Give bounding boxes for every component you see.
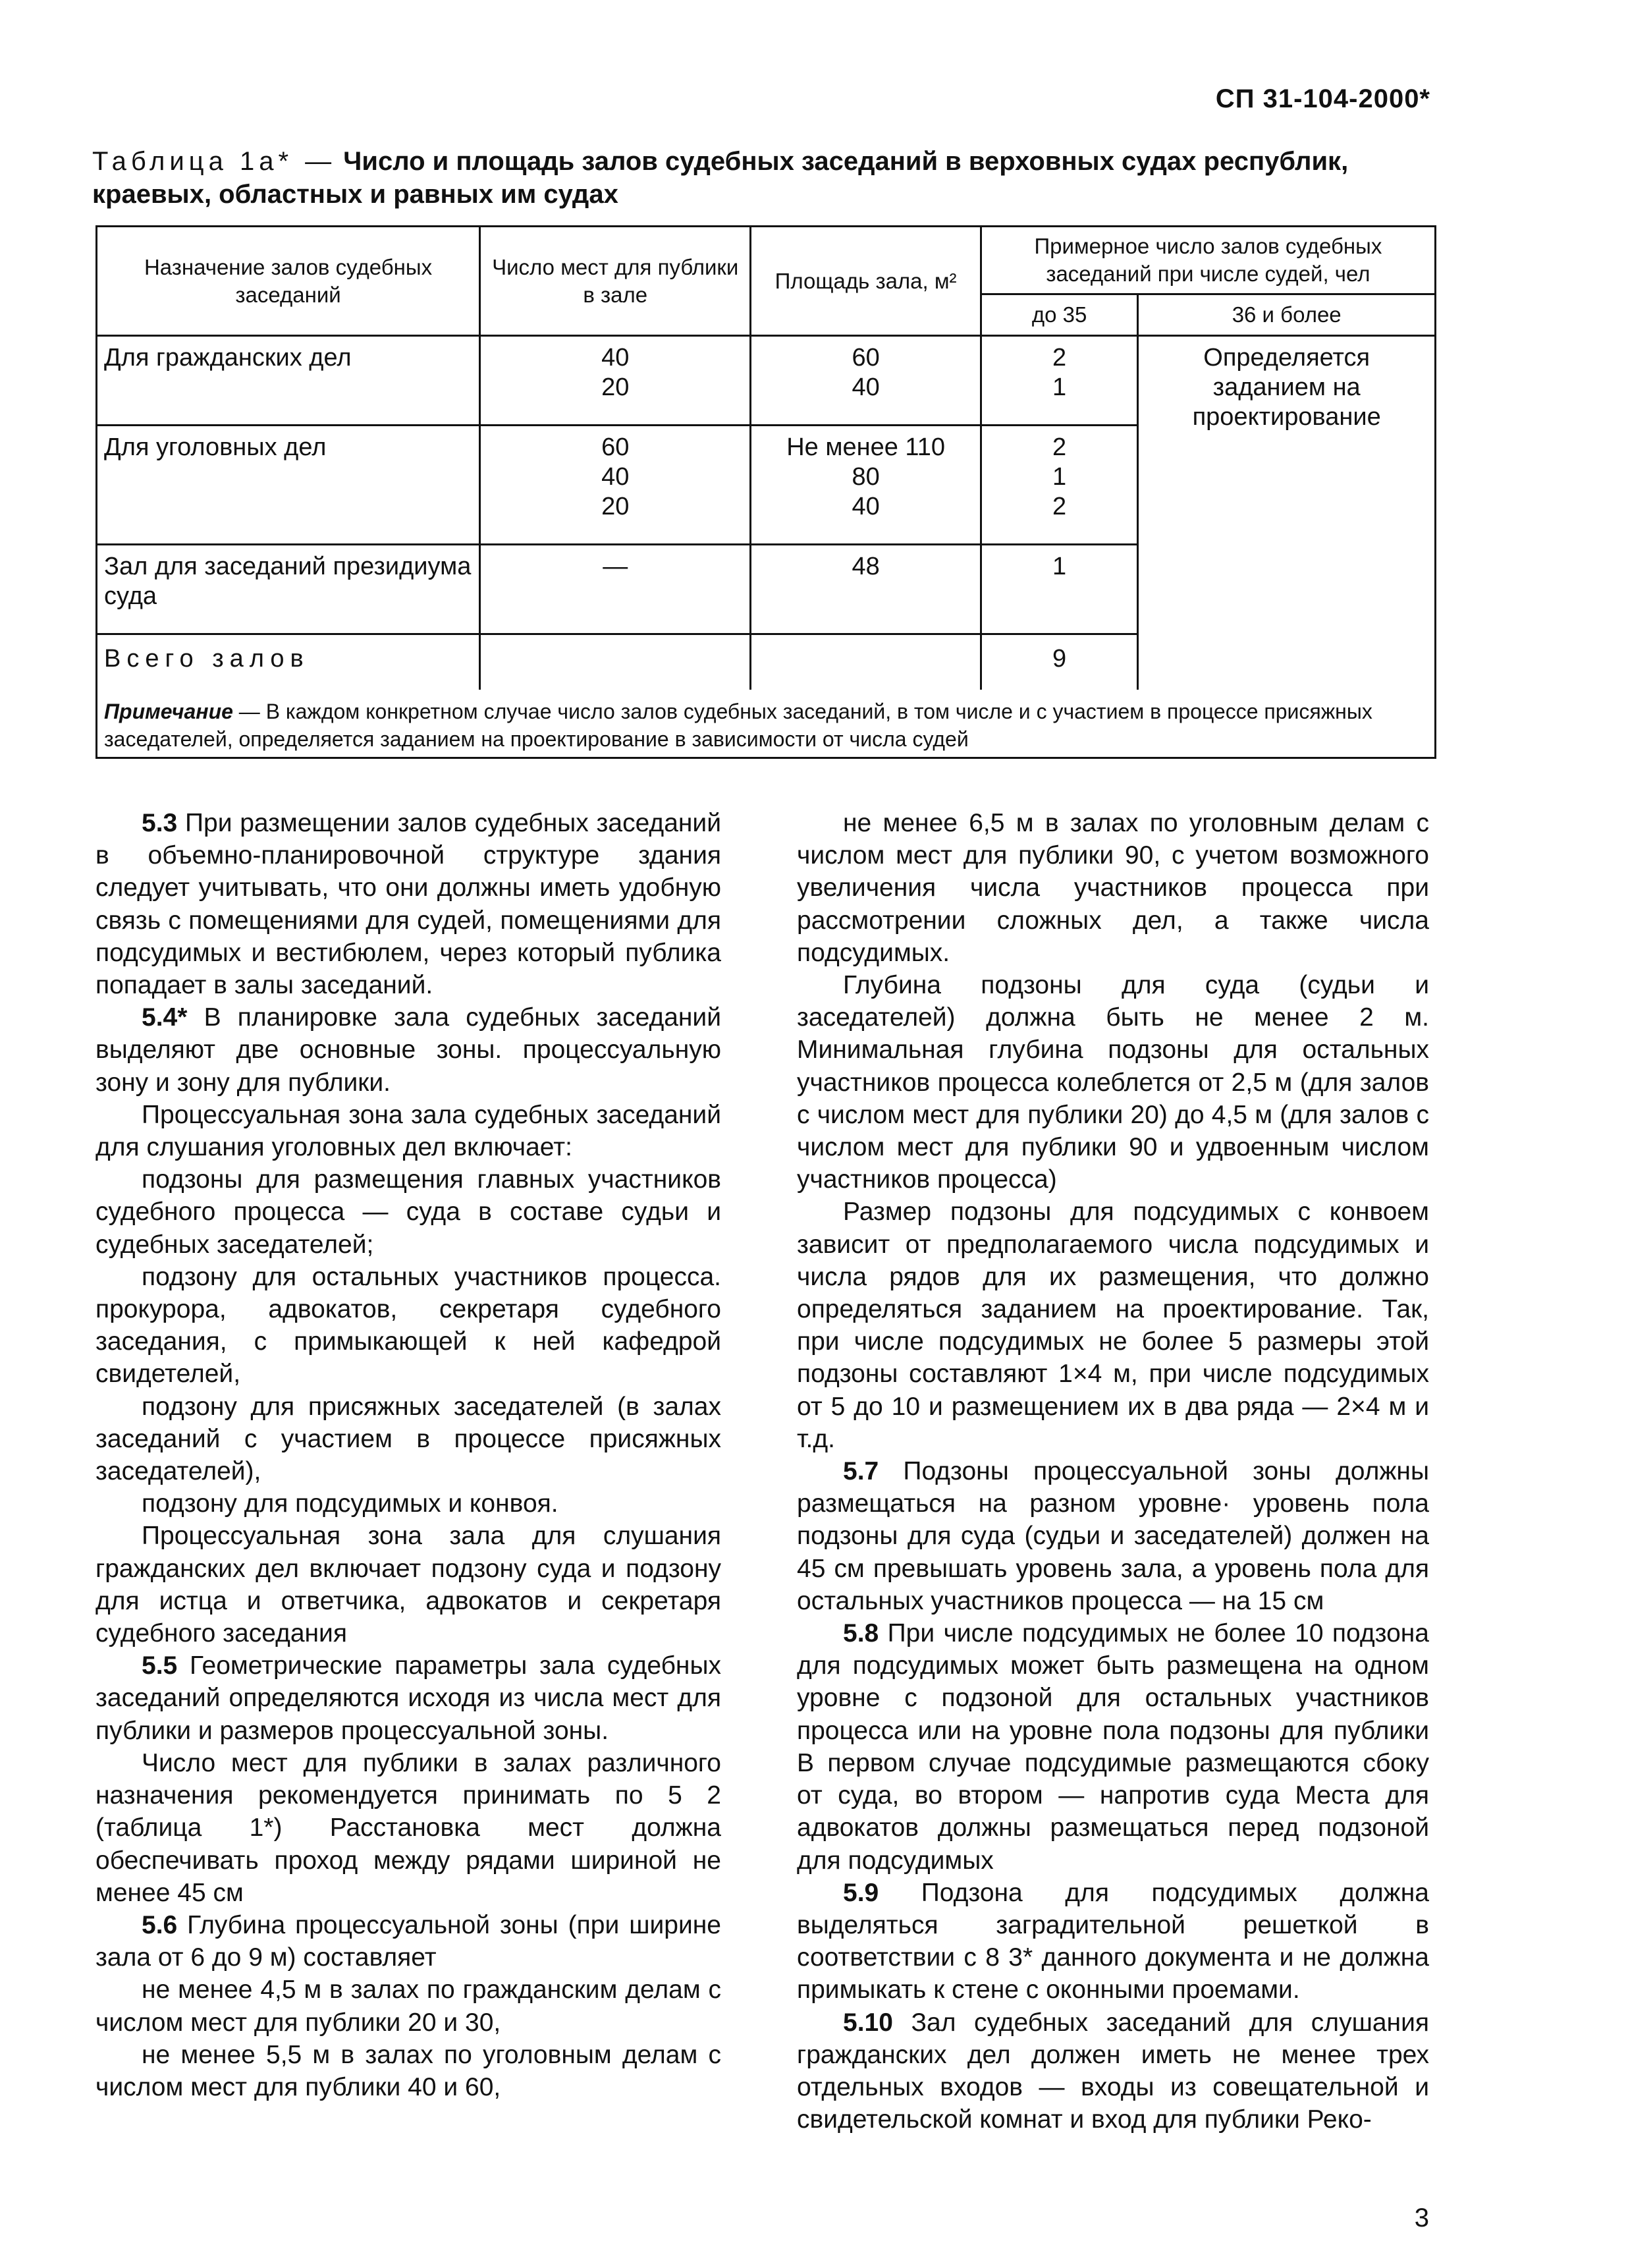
- paragraph: [95, 1001, 721, 1099]
- row-criminal-purpose: Для уголовных дел: [97, 426, 480, 545]
- cell-value: 40: [852, 493, 880, 520]
- paragraph-text: При размещении залов судебных заседаний в объемно-планировочной структуре здания следует учитывать, что они должны иметь удобную связь с помещениями для судей, помещениями для подсудимых и вестибюлем, через который публика попадает в залы заседаний.: [95, 809, 721, 1000]
- clause-number: 5.4*: [142, 1003, 188, 1032]
- paragraph: [797, 1877, 1429, 2006]
- row-criminal-count: [981, 426, 1138, 545]
- table-caption: [92, 145, 1442, 211]
- paragraph: [797, 1455, 1429, 1617]
- header-area-label: Площадь зала, м²: [774, 268, 957, 293]
- paragraph-text: Подзона для подсудимых должна выделяться заградительной решеткой в соответствии с 8 3* данного документа и не должна примыкать к стене с оконными проемами.: [797, 1878, 1429, 2005]
- cell-value: 20: [601, 493, 630, 520]
- total-count: 9: [981, 634, 1138, 690]
- paragraph: не менее 5,5 м в залах по уголовным делам с числом мест для публики 40 и 60,: [95, 2040, 721, 2101]
- paragraph-text: Геометрические параметры зала судебных заседаний определяются исходя из числа мест для публики и размеров процессуальной зоны.: [95, 1651, 721, 1745]
- paragraph-text: При числе подсудимых не более 10 подзона для подсудимых может быть размещена на одном уровне с подзоной для остальных участников процесса или на уровне пола подзоны для публики В первом случае подсудимые размещаются сбоку от суда, во втором — напротив суда Места для адвокатов должны размещаться перед подзоной для подсудимых: [797, 1619, 1429, 1875]
- paragraph: [95, 1649, 721, 1747]
- row-presidium-purpose: Зал для заседаний президиума суда: [97, 545, 480, 634]
- document-code: СП 31-104-2000*: [1215, 84, 1430, 113]
- paragraph: [797, 1617, 1429, 1877]
- paragraph: подзону для подсудимых и конвоя.: [142, 1489, 558, 1518]
- cell-value: 40: [852, 373, 880, 401]
- left-text-column: [95, 807, 721, 2103]
- paragraph-text: Подзоны процессуальной зоны должны размещаться на разном уровне· уровень пола подзоны для суда (судьи и заседателей) должен на 45 см превышать уровень зала, а уровень пола для остальных участников процесса — на 15 см: [797, 1457, 1429, 1615]
- row-civil-seats: [480, 336, 751, 426]
- cell-value: 1: [1052, 373, 1067, 401]
- paragraph-text: В планировке зала судебных заседаний выделяют две основные зоны. процессуальную зону и зону для публики.: [95, 1003, 721, 1097]
- header-over-36: 36 и более: [1138, 294, 1436, 336]
- cell-value: Не менее 110: [786, 433, 945, 461]
- total-label: Всего залов: [97, 634, 480, 690]
- clause-number: 5.3: [142, 809, 178, 837]
- cell-value: 80: [852, 463, 880, 491]
- row-civil-area: [751, 336, 981, 426]
- row-civil-count: [981, 336, 1138, 426]
- paragraph: Размер подзоны для подсудимых с конвоем зависит от предполагаемого числа подсудимых и числа рядов для их размещения, что должно определяться заданием на проектирование. Так, при числе подсудимых не более 5 размеры этой подзоны составляют 1×4 м, при числе подсудимых от 5 до 10 и размещением их в два ряда — 2×4 м и т.д.: [797, 1198, 1429, 1453]
- paragraph: Глубина подзоны для суда (судьи и заседателей) должна быть не менее 2 м. Минимальная глубина подзоны для остальных участников процесса колеблется от 2,5 м (для залов с числом мест для публики 20) до 4,5 м (для залов с числом мест для публики 90 и удвоенным числом участников процесса): [797, 971, 1429, 1194]
- header-area: [751, 227, 981, 336]
- cell-value: 60: [601, 433, 630, 461]
- note-text: — В каждом конкретном случае число залов судебных заседаний, в том числе и с участием в процессе присяжных заседателей, определяется заданием на проектирование в зависимости от числа судей: [104, 699, 1372, 751]
- clause-number: 5.7: [843, 1457, 879, 1486]
- paragraph-text: Зал судебных заседаний для слушания гражданских дел должен иметь не менее трех отдельных входов — входы из совещательной и свидетельской комнат и вход для публики Реко-: [797, 2008, 1429, 2134]
- row-criminal-area: [751, 426, 981, 545]
- header-up-to-35: до 35: [981, 294, 1138, 336]
- table-note: [97, 690, 1436, 758]
- cell-value: 2: [1052, 344, 1067, 372]
- header-seats: Число мест для публики в зале: [480, 227, 751, 336]
- row-presidium-seats: —: [480, 545, 751, 634]
- paragraph: [95, 807, 721, 1001]
- cell-value: 20: [601, 373, 630, 401]
- clause-number: 5.8: [843, 1619, 879, 1648]
- paragraph: не менее 6,5 м в залах по уголовным делам с числом мест для публики 90, с учетом возможного увеличения числа участников процесса при рассмотрении сложных дел, а также числа подсудимых.: [797, 809, 1429, 967]
- row-presidium-area: 48: [751, 545, 981, 634]
- row-civil-purpose: Для гражданских дел: [97, 336, 480, 426]
- clause-number: 5.9: [843, 1878, 879, 1907]
- paragraph: подзоны для размещения главных участников судебного процесса — суда в составе судьи и судебных заседателей;: [95, 1165, 721, 1259]
- cell-value: 2: [1052, 493, 1067, 520]
- paragraph: Процессуальная зона зала для слушания гражданских дел включает подзону суда и подзону для истца и ответчика, адвокатов и секретаря судебного заседания: [95, 1522, 721, 1648]
- paragraph: не менее 4,5 м в залах по гражданским делам с числом мест для публики 20 и 30,: [95, 1976, 721, 2037]
- cell-value: 1: [1052, 463, 1067, 491]
- clause-number: 5.6: [142, 1910, 178, 1939]
- note-head: Примечание: [104, 699, 233, 723]
- paragraph: [797, 2006, 1429, 2136]
- header-purpose: Назначение залов судебных заседаний: [97, 227, 480, 336]
- paragraph: Процессуальная зона зала судебных заседаний для слушания уголовных дел включает:: [95, 1100, 721, 1162]
- cell-value: 40: [601, 463, 630, 491]
- clause-number: 5.5: [142, 1651, 178, 1680]
- table-caption-lead: Таблица 1а* —: [92, 147, 337, 176]
- header-halls-group: Примерное число залов судебных заседаний при числе судей, чел: [981, 227, 1435, 294]
- total-seats-empty: [480, 634, 751, 690]
- paragraph: [95, 1909, 721, 1974]
- row-presidium-count: 1: [981, 545, 1138, 634]
- paragraph-text: Глубина процессуальной зоны (при ширине зала от 6 до 9 м) составляет: [95, 1910, 721, 1972]
- cell-value: 60: [852, 344, 880, 372]
- cell-value: 40: [601, 344, 630, 372]
- cell-value: 2: [1052, 433, 1067, 461]
- right-text-column: [797, 807, 1429, 2136]
- halls-table: [95, 225, 1436, 759]
- paragraph: подзону для присяжных заседателей (в залах заседаний с участием в процессе присяжных заседателей),: [95, 1392, 721, 1486]
- paragraph: подзону для остальных участников процесса. прокурора, адвокатов, секретаря судебного заседания, с примыкающей к ней кафедрой свидетелей,: [95, 1262, 721, 1389]
- clause-number: 5.10: [843, 2008, 893, 2037]
- row-criminal-seats: [480, 426, 751, 545]
- page-number: 3: [1414, 2203, 1429, 2232]
- table-caption-title: Число и площадь залов судебных заседаний в верховных судах республик, краевых, областных и равных им судах: [92, 147, 1349, 209]
- paragraph: Число мест для публики в залах различного назначения рекомендуется принимать по 5 2 (таблица 1*) Расстановка мест должна обеспечивать проход между рядами шириной не менее 45 см: [95, 1748, 721, 1907]
- total-area-empty: [751, 634, 981, 690]
- over-36-cell: Определяется заданием на проектирование: [1138, 336, 1436, 690]
